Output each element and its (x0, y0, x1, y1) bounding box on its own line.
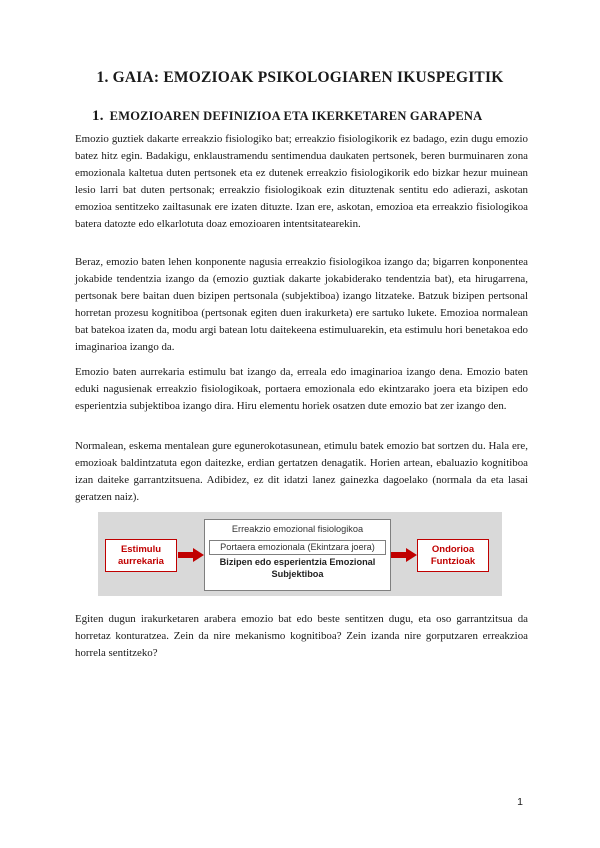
emotional-behavior-label: Portaera emozionala (Ekintzara joera) (209, 540, 386, 555)
chapter-heading: 1. GAIA: EMOZIOAK PSIKOLOGIAREN IKUSPEGITIK (96, 69, 504, 86)
paragraph-5: Egiten dugun irakurketaren arabera emozio bat edo beste sentitzen dugu, eta oso garrantzitsua da horretaz konturatzea. Zein da nire mekanismo kognitiboa? Zein izanda nire gorputzaren erreakzioa horrela sentitzeko? (75, 613, 528, 659)
stimulus-label: Estimulu aurrekaria (118, 543, 164, 567)
arrow-right-icon (391, 548, 417, 562)
consequence-box (417, 539, 489, 572)
emotion-components-box (204, 519, 391, 591)
paragraph-3: Emozio baten aurrekaria estimulu bat izango da, erreala edo imaginarioa izango dena. Emozio baten eduki nagusienak erreakzio fisiologikoak, portaera emozionala edo ekintzarako joera eta bizipen edo esperientzia subjektiboa izango dira. Hiru elementu horiek osatzen dute emozio bat zer izango den. (75, 366, 528, 412)
stimulus-box (105, 539, 177, 572)
page-number: 1 (517, 796, 523, 808)
arrow-right-icon (178, 548, 204, 562)
section-title: EMOZIOAREN DEFINIZIOA ETA IKERKETAREN GARAPENA (109, 109, 483, 123)
subjective-experience-label: Bizipen edo esperientzia Emozional Subjektiboa (219, 557, 376, 579)
paragraph-4: Normalean, eskema mentalean gure egunerokotasunean, etimulu batek emozio bat sortzen du. Hala ere, emozioak baldintzatuta egon daitezke, erdian gertatzen denagatik. Horien artean, ebaluazio kognitiboa izan daiteke garrantzitsuena. Adibidez, ez dit idatzi lanez gainezka dagoelako (normala da eta lasai geratzen naiz). (75, 440, 528, 503)
section-number: 1. (92, 108, 104, 124)
emotion-diagram (98, 512, 502, 596)
consequence-label: Ondorioa Funtzioak (430, 543, 476, 567)
section-heading (92, 108, 482, 125)
paragraph-1: Emozio guztiek dakarte erreakzio fisiologiko bat; erreakzio fisiologikorik ez badago, ezin dugu emozio batez hitz egin. Badakigu, enklaustramendu sentimendua daukaten pertsonek, beren burmuinaren zona emozionala kaltetua duten pertsonek eta ez dutenek erreakzio fisiologikorik edo bizkar hezur muinean lesio larri bat duten pertsonak; erreakzio fisiologikoak ezin dituztenak sentitu edo adierazi, askotan emozioa sentitzeko zailtasunak ere izaten dituzte. Izan ere, askotan, emozioa eta erreakzio fisiologikoa batera datozte edo elkarlotuta doaz emozioaren intentsitatearekin. (75, 133, 528, 230)
physiological-reaction-label: Erreakzio emozional fisiologikoa (231, 524, 364, 534)
paragraph-2: Beraz, emozio baten lehen konponente nagusia erreakzio fisiologikoa izango da; bigarren konponentea jokabide tendentzia izango da (emozio guztiak dakarte jokabiderako tendentzia bat), eta hirugarrena, pertsonak bere baitan duen bizipen pertsonala (subjektiboa) izango litzateke. Batzuk bizipen pertsonal horretan prozesu kognitiboa (pertsonak egiten duen irakurketa) ere sartuko lukete. Emozioa normalean bat batekoa izaten da, modu argi batean lotu daitekeena estimuluarekin, eta estimulu hori benetakoa edo imaginarioa izango da. (75, 256, 528, 353)
